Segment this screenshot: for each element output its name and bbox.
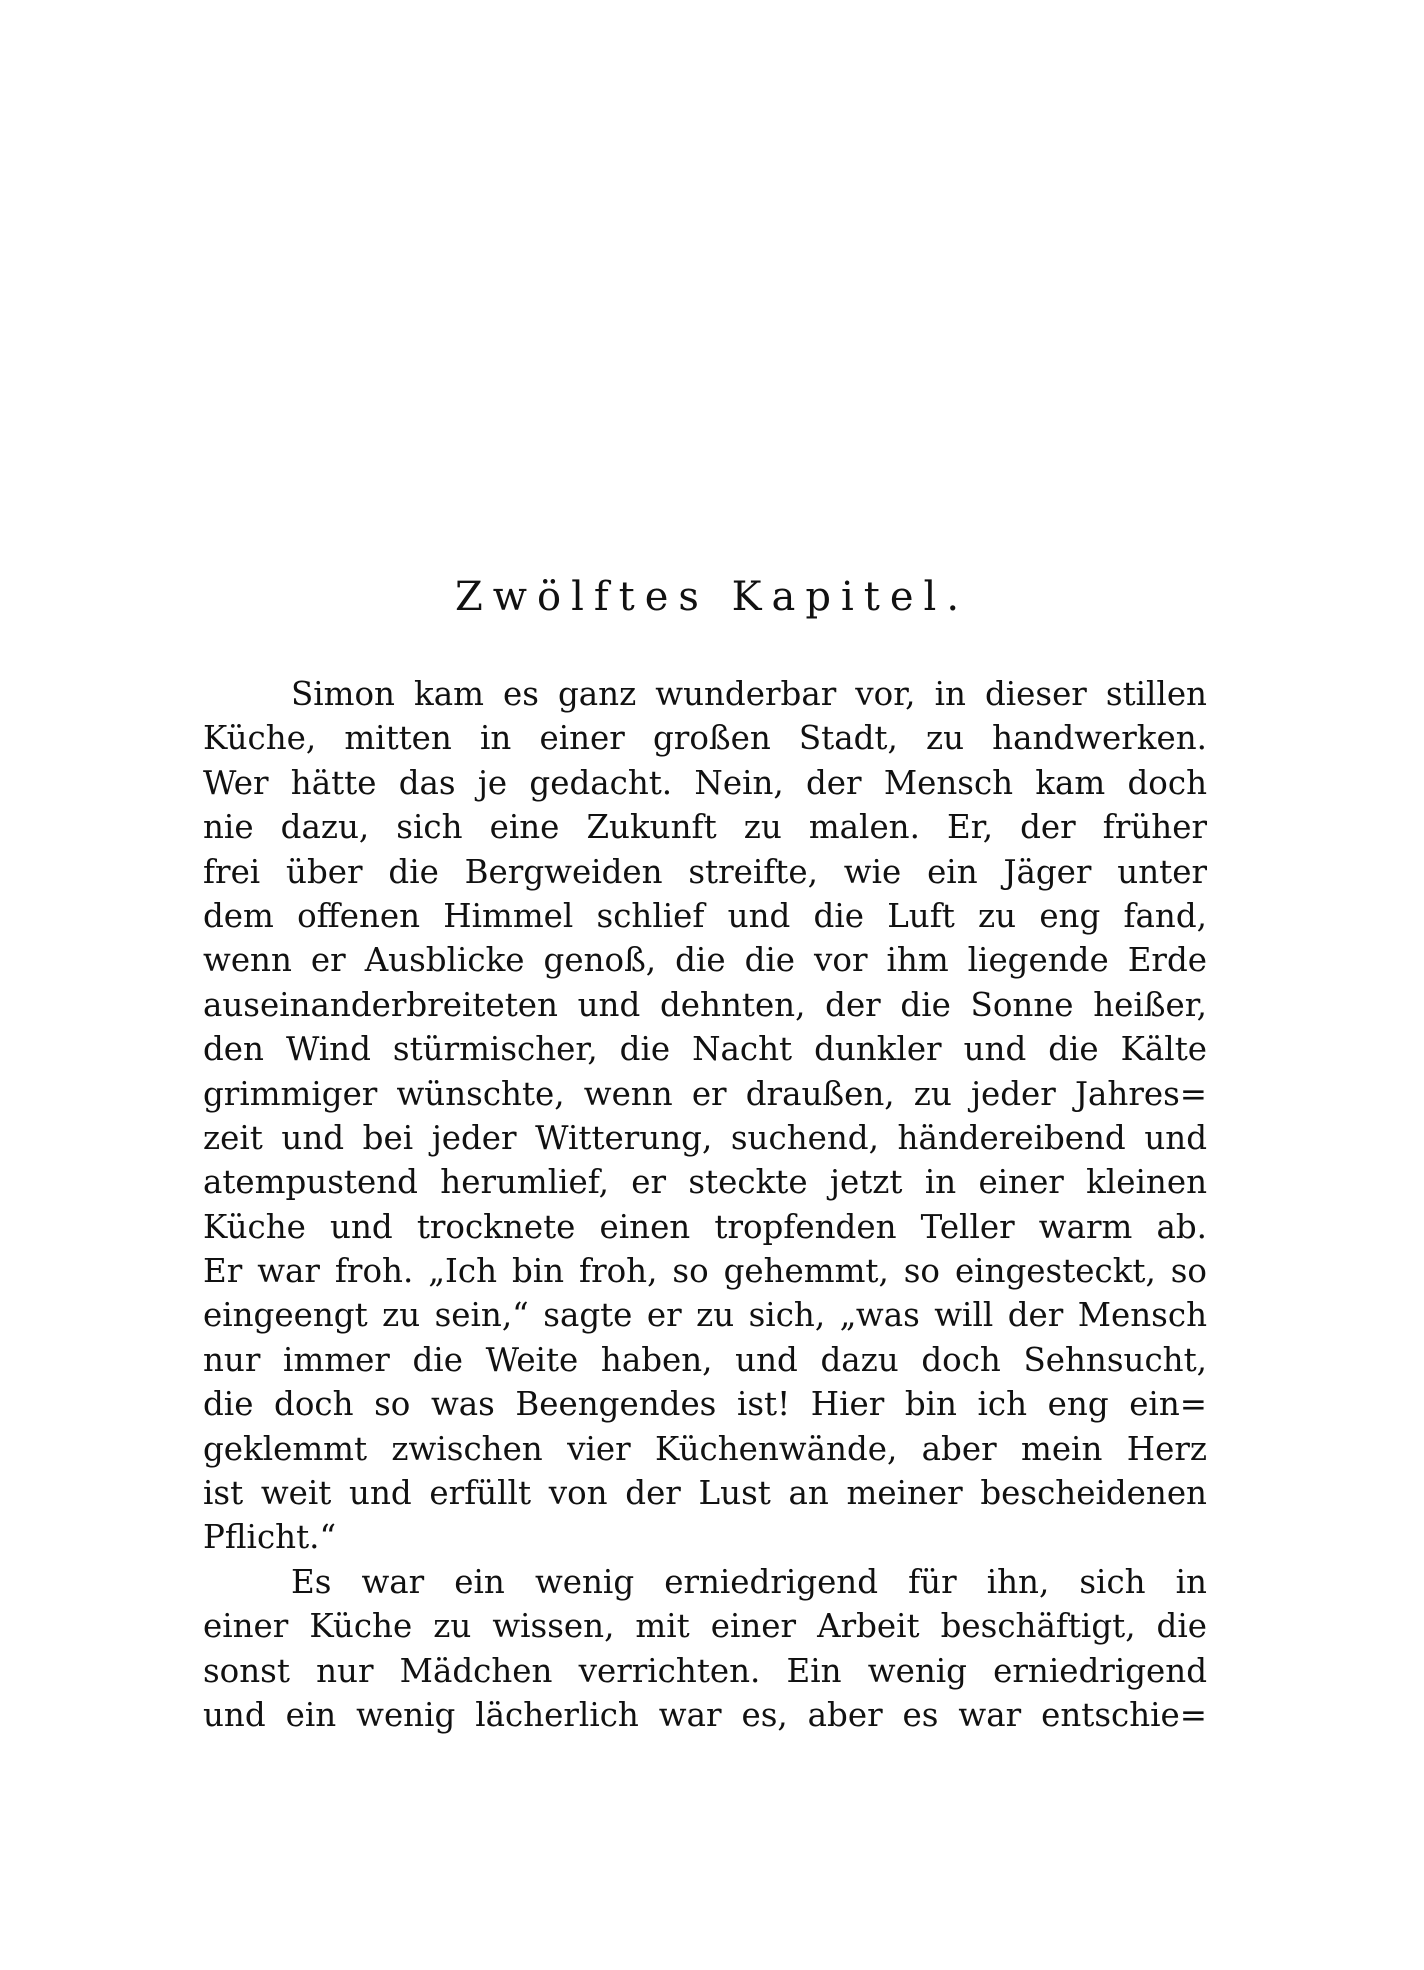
paragraph-2 <box>203 1560 1207 1738</box>
text-line: Simon kam es ganz wunderbar vor, in dieser stillen <box>291 675 1207 713</box>
text-line: wenn er Ausblicke genoß, die die vor ihm liegende Erde <box>203 941 1207 980</box>
text-line: einer Küche zu wissen, mit einer Arbeit beschäftigt, die <box>203 1607 1207 1646</box>
text-line: und ein wenig lächerlich war es, aber es war entschie= <box>203 1695 1207 1734</box>
text-line: Küche, mitten in einer großen Stadt, zu handwerken. <box>203 719 1207 758</box>
text-line: den Wind stürmischer, die Nacht dunkler und die Kälte <box>203 1030 1207 1069</box>
text-line: dem offenen Himmel schlief und die Luft zu eng fand, <box>203 896 1207 935</box>
text-line: Küche und trocknete einen tropfenden Teller warm ab. <box>203 1207 1207 1246</box>
text-line: Es war ein wenig erniedrigend für ihn, sich in <box>291 1562 1207 1601</box>
chapter-title: Zwölftes Kapitel. <box>454 574 970 620</box>
text-line: grimmiger wünschte, wenn er draußen, zu jeder Jahres= <box>203 1074 1207 1113</box>
text-line: atempustend herumlief, er steckte jetzt in einer kleinen <box>203 1163 1207 1202</box>
text-line: frei über die Bergweiden streifte, wie ein Jäger unter <box>203 852 1207 891</box>
text-line: die doch so was Beengendes ist! Hier bin ich eng ein= <box>203 1385 1207 1424</box>
text-line: Wer hätte das je gedacht. Nein, der Mensch kam doch <box>203 763 1207 802</box>
text-line: Er war froh. „Ich bin froh, so gehemmt, so eingesteckt, so <box>203 1252 1207 1291</box>
text-line: eingeengt zu sein,“ sagte er zu sich, „was will der Mensch <box>203 1296 1207 1335</box>
text-line: sonst nur Mädchen verrichten. Ein wenig erniedrigend <box>203 1651 1207 1690</box>
text-line: nie dazu, sich eine Zukunft zu malen. Er, der früher <box>203 808 1207 847</box>
text-line: auseinanderbreiteten und dehnten, der die Sonne heißer, <box>203 985 1207 1024</box>
text-line: zeit und bei jeder Witterung, suchend, händereibend und <box>203 1118 1207 1157</box>
text-line: geklemmt zwischen vier Küchenwände, aber mein Herz <box>203 1429 1207 1468</box>
paragraph-1 <box>203 672 1207 1560</box>
text-line: ist weit und erfüllt von der Lust an meiner bescheidenen <box>203 1474 1207 1513</box>
text-line: nur immer die Weite haben, und dazu doch Sehnsucht, <box>203 1340 1207 1379</box>
text-line: Pflicht.“ <box>203 1518 337 1557</box>
body-text <box>203 672 1207 1737</box>
